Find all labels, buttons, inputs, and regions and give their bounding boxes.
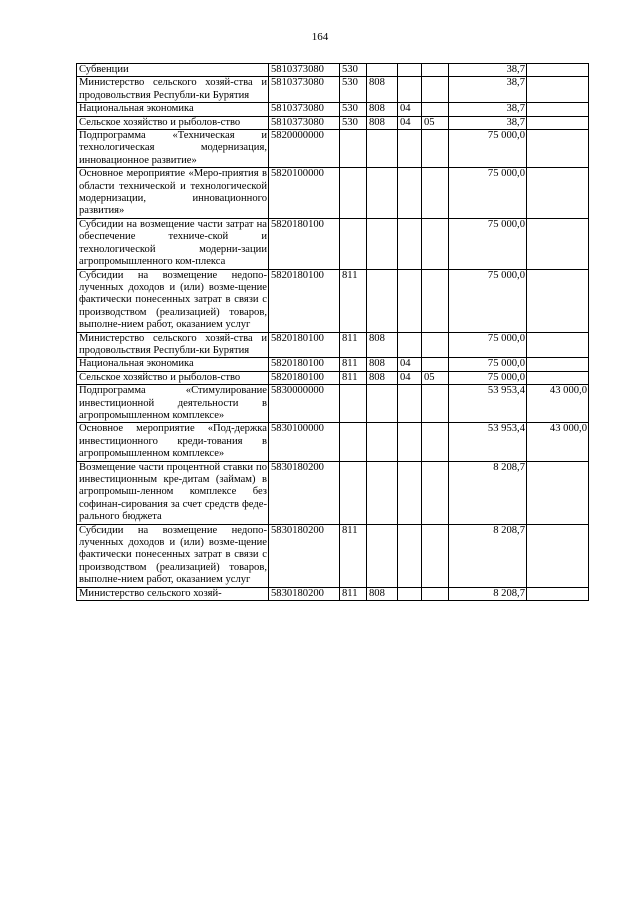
amount-cell: 75 000,0 <box>449 371 527 384</box>
expense-type-cell <box>340 423 367 461</box>
row-name-cell: Подпрограмма «Стимулирование инвестиционной деятельности в агропромышленном комплексе» <box>77 385 269 423</box>
expense-type-cell: 811 <box>340 332 367 358</box>
amount-cell: 75 000,0 <box>449 218 527 269</box>
table-row <box>77 423 589 461</box>
table-row <box>77 371 589 384</box>
row-name-cell: Национальная экономика <box>77 103 269 116</box>
federal-amount-cell <box>527 116 589 129</box>
ministry-code-cell: 808 <box>367 116 398 129</box>
federal-amount-cell <box>527 332 589 358</box>
expense-type-cell <box>340 130 367 168</box>
ministry-code-cell <box>367 130 398 168</box>
table-row <box>77 269 589 332</box>
target-article-cell: 5820180100 <box>269 371 340 384</box>
subsection-cell <box>422 269 449 332</box>
row-name-cell: Субсидии на возмещение недопо-лученных доходов и (или) возме-щение фактически понесенных затрат в связи с производством (реализацией) товаров, выполне-нием работ, оказанием услуг <box>77 269 269 332</box>
federal-amount-cell <box>527 524 589 587</box>
target-article-cell: 5810373080 <box>269 116 340 129</box>
target-article-cell: 5820180100 <box>269 358 340 371</box>
federal-amount-cell <box>527 218 589 269</box>
expense-type-cell: 811 <box>340 269 367 332</box>
section-cell: 04 <box>398 103 422 116</box>
table-row <box>77 103 589 116</box>
table-row <box>77 524 589 587</box>
target-article-cell: 5830180200 <box>269 524 340 587</box>
row-name-cell: Министерство сельского хозяй-ства и продовольствия Республи-ки Бурятия <box>77 77 269 103</box>
subsection-cell: 05 <box>422 116 449 129</box>
federal-amount-cell <box>527 269 589 332</box>
section-cell <box>398 130 422 168</box>
expense-type-cell: 811 <box>340 358 367 371</box>
section-cell <box>398 269 422 332</box>
amount-cell: 75 000,0 <box>449 168 527 219</box>
ministry-code-cell <box>367 269 398 332</box>
amount-cell: 75 000,0 <box>449 358 527 371</box>
subsection-cell <box>422 587 449 600</box>
row-name-cell: Субвенции <box>77 64 269 77</box>
ministry-code-cell: 808 <box>367 358 398 371</box>
row-name-cell: Основное мероприятие «Под-держка инвестиционного креди-тования в агропромышленном комплексе» <box>77 423 269 461</box>
subsection-cell <box>422 77 449 103</box>
expense-type-cell <box>340 461 367 524</box>
federal-amount-cell <box>527 461 589 524</box>
ministry-code-cell: 808 <box>367 332 398 358</box>
target-article-cell: 5820100000 <box>269 168 340 219</box>
amount-cell: 8 208,7 <box>449 587 527 600</box>
target-article-cell: 5810373080 <box>269 77 340 103</box>
section-cell <box>398 168 422 219</box>
amount-cell: 75 000,0 <box>449 332 527 358</box>
section-cell <box>398 423 422 461</box>
budget-table <box>76 63 589 601</box>
table-row <box>77 116 589 129</box>
target-article-cell: 5810373080 <box>269 64 340 77</box>
ministry-code-cell: 808 <box>367 587 398 600</box>
federal-amount-cell: 43 000,0 <box>527 385 589 423</box>
amount-cell: 53 953,4 <box>449 423 527 461</box>
section-cell <box>398 461 422 524</box>
subsection-cell <box>422 103 449 116</box>
subsection-cell <box>422 358 449 371</box>
ministry-code-cell <box>367 385 398 423</box>
table-row <box>77 77 589 103</box>
expense-type-cell: 530 <box>340 103 367 116</box>
expense-type-cell: 530 <box>340 77 367 103</box>
table-row <box>77 332 589 358</box>
amount-cell: 38,7 <box>449 103 527 116</box>
target-article-cell: 5820180100 <box>269 218 340 269</box>
table-body <box>77 64 589 601</box>
section-cell <box>398 524 422 587</box>
ministry-code-cell <box>367 64 398 77</box>
federal-amount-cell <box>527 358 589 371</box>
target-article-cell: 5810373080 <box>269 103 340 116</box>
target-article-cell: 5820000000 <box>269 130 340 168</box>
ministry-code-cell <box>367 524 398 587</box>
expense-type-cell <box>340 168 367 219</box>
section-cell <box>398 587 422 600</box>
row-name-cell: Основное мероприятие «Меро-приятия в области технической и технологической модернизации, инновационного развития» <box>77 168 269 219</box>
federal-amount-cell <box>527 77 589 103</box>
row-name-cell: Сельское хозяйство и рыболов-ство <box>77 371 269 384</box>
subsection-cell <box>422 385 449 423</box>
table-row <box>77 218 589 269</box>
expense-type-cell: 811 <box>340 371 367 384</box>
table-row <box>77 130 589 168</box>
row-name-cell: Субсидии на возмещение части затрат на обеспечение техниче-ской и технологической модерни-зации агропромышленного ком-плекса <box>77 218 269 269</box>
ministry-code-cell: 808 <box>367 371 398 384</box>
section-cell: 04 <box>398 116 422 129</box>
expense-type-cell: 530 <box>340 116 367 129</box>
expense-type-cell <box>340 218 367 269</box>
subsection-cell <box>422 524 449 587</box>
ministry-code-cell: 808 <box>367 77 398 103</box>
table-row <box>77 168 589 219</box>
row-name-cell: Возмещение части процентной ставки по инвестиционным кре-дитам (займам) в агропромыш-ленном комплексе без софинан-сирования за счет средств феде-рального бюджета <box>77 461 269 524</box>
subsection-cell <box>422 64 449 77</box>
ministry-code-cell <box>367 423 398 461</box>
ministry-code-cell <box>367 461 398 524</box>
section-cell: 04 <box>398 371 422 384</box>
row-name-cell: Субсидии на возмещение недопо-лученных доходов и (или) возме-щение фактически понесенных затрат в связи с производством (реализацией) товаров, выполне-нием работ, оказанием услуг <box>77 524 269 587</box>
ministry-code-cell: 808 <box>367 103 398 116</box>
amount-cell: 8 208,7 <box>449 524 527 587</box>
target-article-cell: 5830100000 <box>269 423 340 461</box>
subsection-cell <box>422 461 449 524</box>
federal-amount-cell <box>527 103 589 116</box>
federal-amount-cell <box>527 130 589 168</box>
amount-cell: 38,7 <box>449 77 527 103</box>
amount-cell: 38,7 <box>449 116 527 129</box>
row-name-cell: Министерство сельского хозяй-ства и продовольствия Республи-ки Бурятия <box>77 332 269 358</box>
subsection-cell <box>422 218 449 269</box>
federal-amount-cell <box>527 168 589 219</box>
expense-type-cell: 811 <box>340 524 367 587</box>
target-article-cell: 5820180100 <box>269 332 340 358</box>
expense-type-cell <box>340 385 367 423</box>
row-name-cell: Сельское хозяйство и рыболов-ство <box>77 116 269 129</box>
target-article-cell: 5830000000 <box>269 385 340 423</box>
federal-amount-cell <box>527 64 589 77</box>
target-article-cell: 5820180100 <box>269 269 340 332</box>
table-row <box>77 587 589 600</box>
page-number: 164 <box>311 31 329 43</box>
section-cell <box>398 332 422 358</box>
section-cell <box>398 77 422 103</box>
expense-type-cell: 811 <box>340 587 367 600</box>
table-row <box>77 64 589 77</box>
table-row <box>77 385 589 423</box>
target-article-cell: 5830180200 <box>269 587 340 600</box>
amount-cell: 75 000,0 <box>449 269 527 332</box>
row-name-cell: Подпрограмма «Техническая и технологическая модернизация, инновационное развитие» <box>77 130 269 168</box>
section-cell <box>398 218 422 269</box>
section-cell <box>398 385 422 423</box>
section-cell: 04 <box>398 358 422 371</box>
expense-type-cell: 530 <box>340 64 367 77</box>
ministry-code-cell <box>367 218 398 269</box>
row-name-cell: Министерство сельского хозяй- <box>77 587 269 600</box>
amount-cell: 8 208,7 <box>449 461 527 524</box>
federal-amount-cell <box>527 371 589 384</box>
amount-cell: 38,7 <box>449 64 527 77</box>
subsection-cell <box>422 423 449 461</box>
subsection-cell <box>422 168 449 219</box>
federal-amount-cell <box>527 587 589 600</box>
subsection-cell <box>422 332 449 358</box>
table-row <box>77 358 589 371</box>
subsection-cell: 05 <box>422 371 449 384</box>
amount-cell: 75 000,0 <box>449 130 527 168</box>
amount-cell: 53 953,4 <box>449 385 527 423</box>
ministry-code-cell <box>367 168 398 219</box>
target-article-cell: 5830180200 <box>269 461 340 524</box>
table-row <box>77 461 589 524</box>
row-name-cell: Национальная экономика <box>77 358 269 371</box>
section-cell <box>398 64 422 77</box>
federal-amount-cell: 43 000,0 <box>527 423 589 461</box>
subsection-cell <box>422 130 449 168</box>
